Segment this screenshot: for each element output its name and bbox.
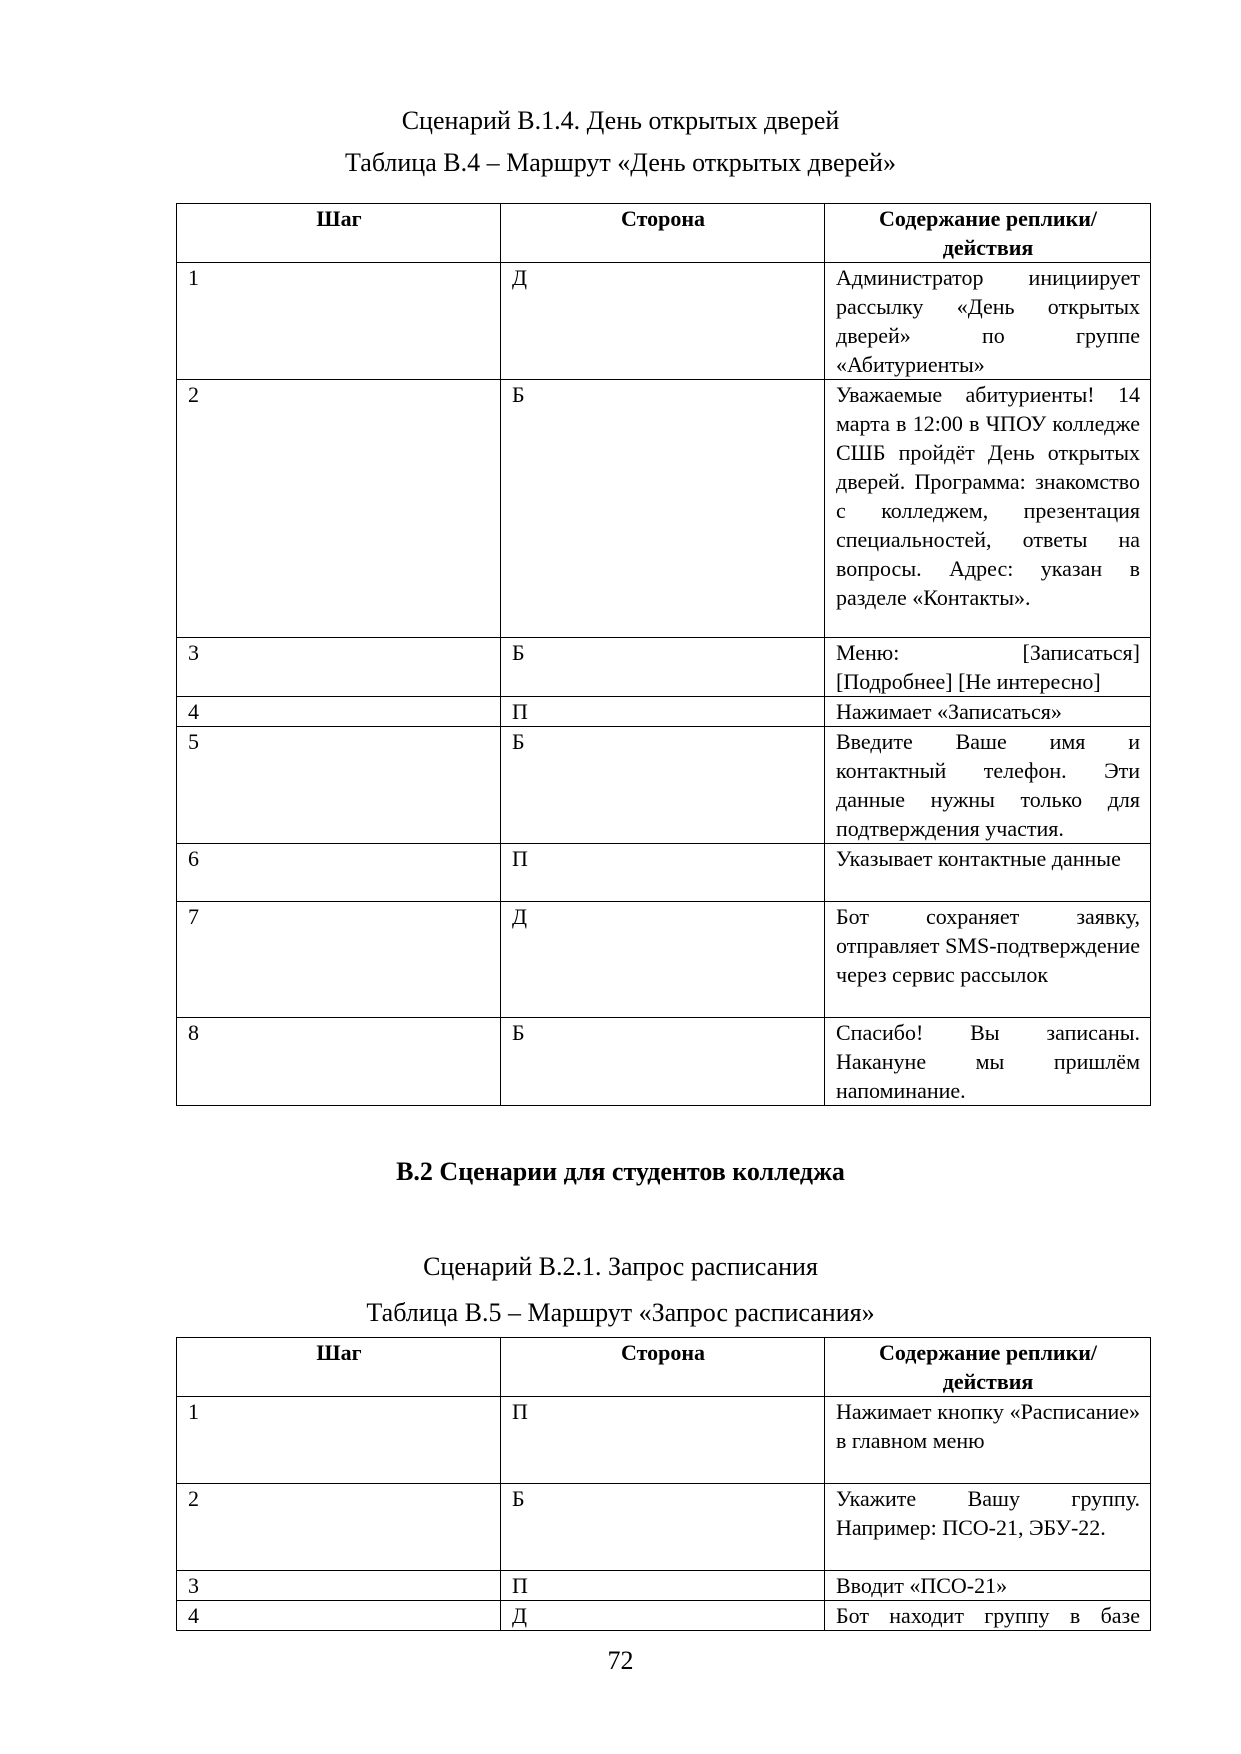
header-side: Сторона <box>501 204 825 263</box>
content-cell: Уважаемые абитуриенты! 14 марта в 12:00 в ЧПОУ колледже СШБ пройдёт День открытых дверей. Программа: знакомство с колледжем, презентация специальностей, ответы на вопросы. Адрес: указан в разделе «Контакты». <box>825 380 1151 638</box>
header-content: Содержание реплики/действия <box>825 204 1151 263</box>
table-row <box>177 638 1151 697</box>
content-cell: Бот находит группу в базе <box>825 1601 1151 1631</box>
section-heading: В.2 Сценарии для студентов колледжа <box>396 1157 845 1186</box>
table-caption-1: Таблица В.4 – Маршрут «День открытых дверей» <box>345 148 896 177</box>
step-cell: 2 <box>177 1484 501 1571</box>
side-cell: Б <box>501 638 825 697</box>
table-row <box>177 1571 1151 1601</box>
table-row <box>177 1601 1151 1631</box>
step-cell: 5 <box>177 727 501 844</box>
content-cell: Спасибо! Вы записаны. Накануне мы пришлём напоминание. <box>825 1018 1151 1106</box>
side-cell: П <box>501 1571 825 1601</box>
header-step: Шаг <box>177 204 501 263</box>
side-cell: Б <box>501 1018 825 1106</box>
side-cell: Б <box>501 1484 825 1571</box>
content-cell: Бот сохраняет заявку, отправляет SMS-подтверждение через сервис рассылок <box>825 902 1151 1018</box>
table-header-row <box>177 1338 1151 1397</box>
side-cell: П <box>501 697 825 727</box>
table-caption-2: Таблица В.5 – Маршрут «Запрос расписания» <box>366 1298 875 1327</box>
route-table-1 <box>176 203 1151 1106</box>
table-row <box>177 727 1151 844</box>
side-cell: П <box>501 1397 825 1484</box>
table-row <box>177 1018 1151 1106</box>
header-content: Содержание реплики/действия <box>825 1338 1151 1397</box>
route-table-2 <box>176 1337 1151 1631</box>
side-cell: Д <box>501 263 825 380</box>
content-cell: Введите Ваше имя и контактный телефон. Эти данные нужны только для подтверждения участия. <box>825 727 1151 844</box>
content-cell: Укажите Вашу группу. Например: ПСО-21, ЭБУ-22. <box>825 1484 1151 1571</box>
table-header-row <box>177 204 1151 263</box>
step-cell: 3 <box>177 638 501 697</box>
content-cell: Нажимает кнопку «Расписание» в главном меню <box>825 1397 1151 1484</box>
step-cell: 2 <box>177 380 501 638</box>
side-cell: Д <box>501 902 825 1018</box>
table-row <box>177 380 1151 638</box>
page-number: 72 <box>607 1646 634 1675</box>
side-cell: Б <box>501 380 825 638</box>
table-row <box>177 1397 1151 1484</box>
side-cell: П <box>501 844 825 902</box>
content-cell: Вводит «ПСО-21» <box>825 1571 1151 1601</box>
step-cell: 4 <box>177 1601 501 1631</box>
step-cell: 6 <box>177 844 501 902</box>
content-cell: Указывает контактные данные <box>825 844 1151 902</box>
table-row <box>177 263 1151 380</box>
scenario-title-1: Сценарий В.1.4. День открытых дверей <box>401 106 840 135</box>
side-cell: Б <box>501 727 825 844</box>
table-row <box>177 902 1151 1018</box>
content-cell: Администратор инициирует рассылку «День открытых дверей» по группе «Абитуриенты» <box>825 263 1151 380</box>
content-cell: Меню: [Записаться] [Подробнее] [Не интересно] <box>825 638 1151 697</box>
side-cell: Д <box>501 1601 825 1631</box>
table-row <box>177 844 1151 902</box>
step-cell: 4 <box>177 697 501 727</box>
step-cell: 8 <box>177 1018 501 1106</box>
step-cell: 1 <box>177 1397 501 1484</box>
step-cell: 7 <box>177 902 501 1018</box>
table-row <box>177 697 1151 727</box>
table-row <box>177 1484 1151 1571</box>
scenario-title-2: Сценарий В.2.1. Запрос расписания <box>423 1252 818 1281</box>
header-step: Шаг <box>177 1338 501 1397</box>
content-cell: Нажимает «Записаться» <box>825 697 1151 727</box>
header-side: Сторона <box>501 1338 825 1397</box>
step-cell: 1 <box>177 263 501 380</box>
step-cell: 3 <box>177 1571 501 1601</box>
